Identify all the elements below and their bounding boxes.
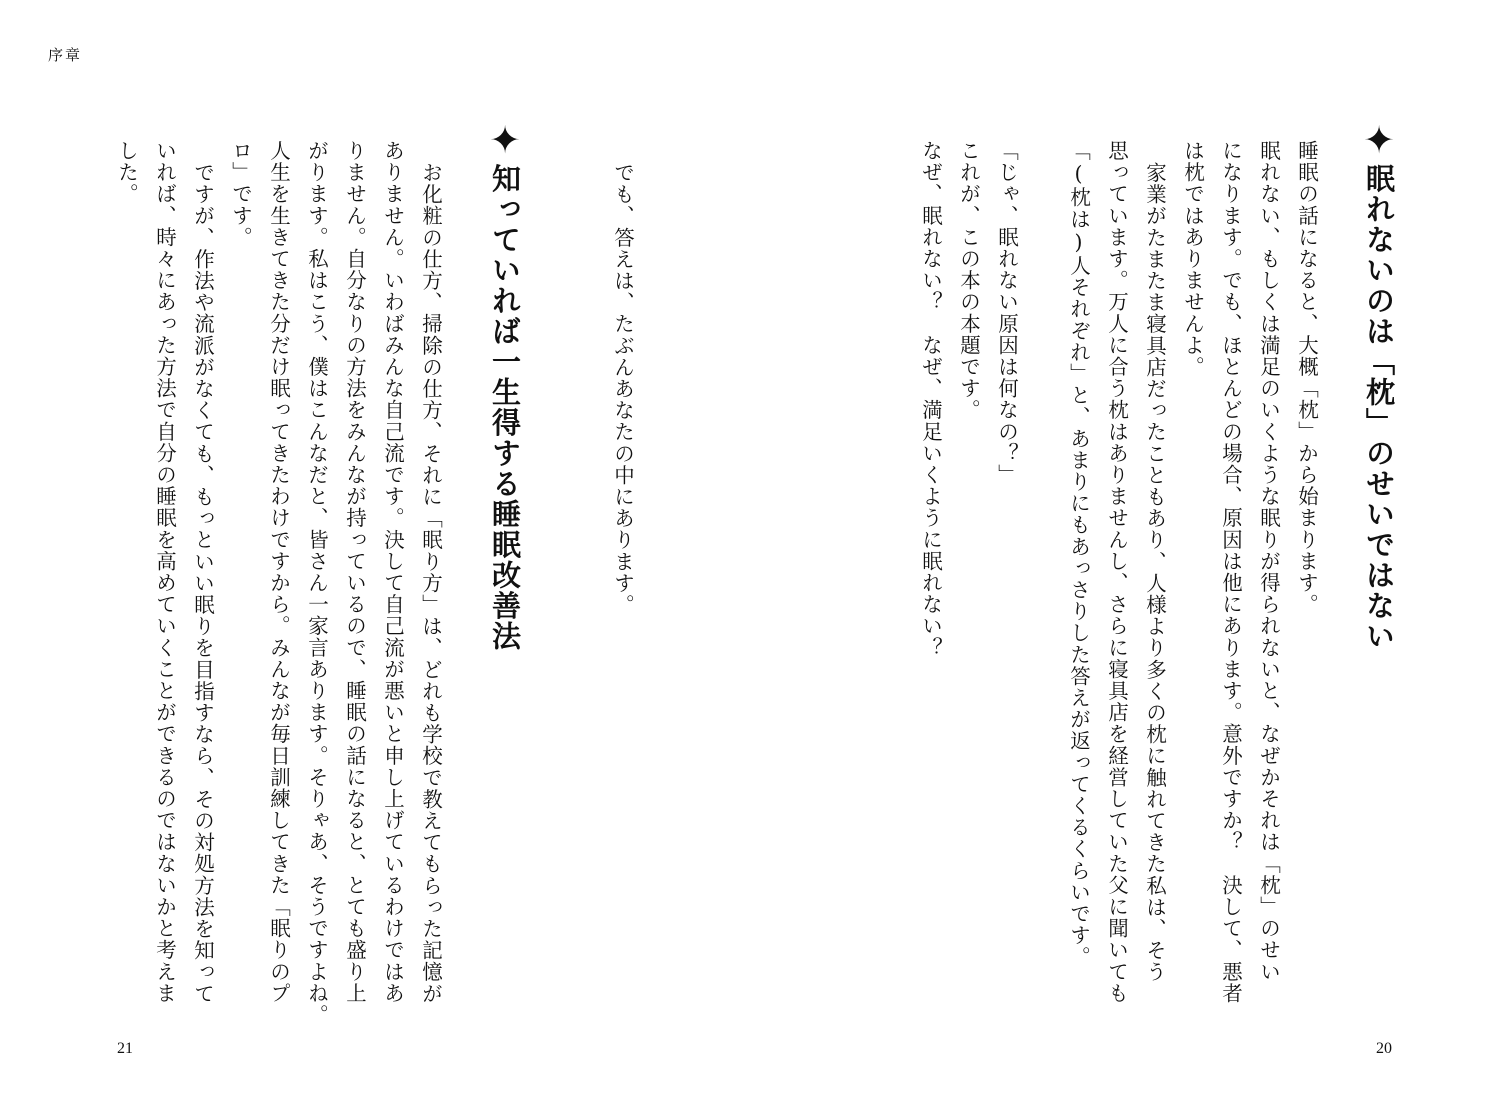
text-line: は枕ではありませんよ。 — [1180, 140, 1205, 378]
section-heading-pillow — [1357, 118, 1401, 652]
text-line: お化粧の仕方、掃除の仕方、それに「眠り方」は、どれも学校で教えてもらった記憶が — [418, 162, 443, 1005]
text-line: 眠れない、もしくは満足のいくような眠りが得られないと、なぜかそれは「枕」のせい — [1256, 140, 1281, 983]
text-line: 「(枕は)人それぞれ」と、あまりにもあっさりした答えが返ってくるくらいです。 — [1066, 140, 1091, 968]
text-line: 思っています。万人に合う枕はありませんし、さらに寝具店を経営していた父に聞いても — [1104, 140, 1129, 1004]
text-line: 「じゃ、眠れない原因は何なの？」 — [994, 140, 1019, 486]
heading-text: 知っていれば一生得する睡眠改善法 — [488, 163, 522, 652]
text-line: 人生を生きてきた分だけ眠ってきたわけですから。みんなが毎日訓練してきた「眠りのプ — [266, 140, 291, 1004]
text-line: これが、この本の本題です。 — [956, 140, 981, 421]
text-line: なぜ、眠れない？ なぜ、満足いくように眠れない？ — [918, 140, 943, 659]
text-line: がります。私はこう、僕はこんなだと、皆さん一家言あります。そりゃあ、そうですよね。 — [304, 140, 329, 1026]
text-line: 睡眠の話になると、大概「枕」から始まります。 — [1294, 140, 1319, 616]
page-number-right: 20 — [1376, 1040, 1392, 1057]
sparkle-icon: ✦ — [1357, 118, 1401, 164]
text-line: いれば、時々にあった方法で自分の睡眠を高めていくことができるのではないかと考えま — [152, 140, 177, 1004]
text-line: ありません。いわばみんな自己流です。決して自己流が悪いと申し上げているわけではあ — [380, 140, 405, 1004]
text-line: りません。自分なりの方法をみんなが持っているので、睡眠の話になると、とても盛り上 — [342, 140, 367, 1004]
text-line: した。 — [114, 140, 139, 205]
text-line: になります。でも、ほとんどの場合、原因は他にあります。意外ですか？ 決して、悪者 — [1218, 140, 1243, 1004]
text-line: ですが、作法や流派がなくても、もっといい眠りを目指すなら、その対処方法を知って — [190, 162, 215, 1005]
running-head: 序章 — [48, 46, 83, 64]
text-line: でも、答えは、たぶんあなたの中にあります。 — [610, 162, 635, 616]
heading-text: 眠れないのは「枕」のせいではない — [1362, 163, 1396, 652]
section-heading-sleep-method — [483, 118, 527, 652]
text-line: 家業がたまたま寝具店だったこともあり、人様より多くの枕に触れてきた私は、そう — [1142, 162, 1167, 983]
sparkle-icon: ✦ — [483, 118, 527, 164]
text-line: ロ」です。 — [228, 140, 253, 248]
page-number-left: 21 — [117, 1040, 133, 1057]
